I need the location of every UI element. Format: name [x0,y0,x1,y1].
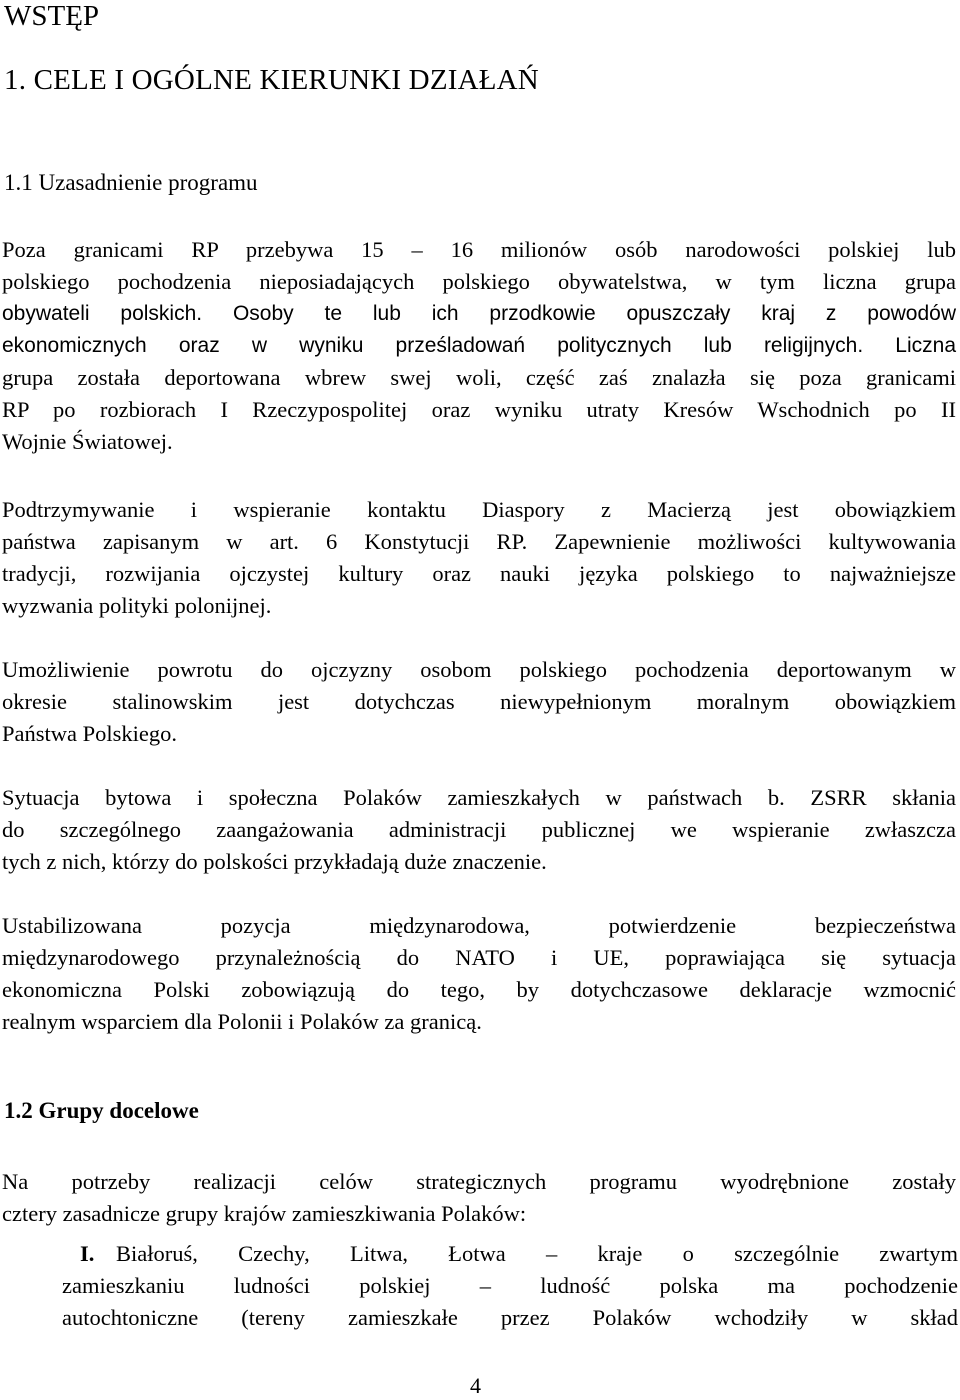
paragraph-line: Państwa Polskiego. [2,721,178,746]
paragraph-line: Poza granicami RP przebywa 15 – 16 milionów osób narodowości polskiej lub [2,237,956,262]
list-item-first-line [62,1238,958,1270]
paragraph-line: polskiego pochodzenia nieposiadających polskiego obywatelstwa, w tym liczna grupa [2,269,956,294]
paragraph-line: państwa zapisanym w art. 6 Konstytucji RP. Zapewnienie możliwości kultywowania [2,529,956,554]
paragraph-5 [2,910,956,1038]
paragraph-line: RP po rozbiorach I Rzeczypospolitej oraz wyniku utraty Kresów Wschodnich po II [2,397,956,422]
paragraph-line: ekonomiczna Polski zobowiązują do tego, by dotychczasowe deklaracje wzmocnić [2,977,956,1002]
paragraph-line: Ustabilizowana pozycja międzynarodowa, potwierdzenie bezpieczeństwa [2,913,956,938]
paragraph-line: Podtrzymywanie i wspieranie kontaktu Diaspory z Macierzą jest obowiązkiem [2,497,956,522]
section-heading-1-1: 1.1 Uzasadnienie programu [4,170,258,195]
paragraph-line: okresie stalinowskim jest dotychczas niewypełnionym moralnym obowiązkiem [2,689,956,714]
paragraph-1 [2,234,956,458]
paragraph-line: Na potrzeby realizacji celów strategicznych programu wyodrębnione zostały [2,1169,956,1194]
paragraph-line: grupa została deportowana wbrew swej woli, część zaś znalazła się poza granicami [2,365,956,390]
paragraph-line: tych z nich, którzy do polskości przykładają duże znaczenie. [2,849,547,874]
list-item-line: zamieszkaniu ludności polskiej – ludność polska ma pochodzenie [62,1273,958,1298]
paragraph-line: Sytuacja bytowa i społeczna Polaków zamieszkałych w państwach b. ZSRR skłania [2,785,956,810]
paragraph-line: tradycji, rozwijania ojczystej kultury oraz nauki języka polskiego to najważniejsze [2,561,956,586]
paragraph-6 [2,1166,956,1230]
paragraph-line: Umożliwienie powrotu do ojczyzny osobom polskiego pochodzenia deportowanym w [2,657,956,682]
paragraph-line: cztery zasadnicze grupy krajów zamieszkiwania Polaków: [2,1201,527,1226]
paragraph-3 [2,654,956,750]
list-item-line: autochtoniczne (tereny zamieszkałe przez Polaków wchodziły w skład [62,1305,958,1330]
paragraph-line: realnym wsparciem dla Polonii i Polaków za granicą. [2,1009,482,1034]
paragraph-line: międzynarodowego przynależnością do NATO i UE, poprawiająca się sytuacja [2,945,956,970]
paragraph-line: obywateli polskich. Osoby te lub ich przodkowie opuszczały kraj z powodów [2,302,956,325]
paragraph-line: ekonomicznych oraz w wyniku prześladowań politycznych lub religijnych. Liczna [2,334,956,357]
chapter-heading: 1. CELE I OGÓLNE KIERUNKI DZIAŁAŃ [4,64,539,96]
paragraph-2 [2,494,956,622]
list-numeral: I. [80,1241,95,1266]
paragraph-4 [2,782,956,878]
page-title: WSTĘP [4,0,100,32]
section-heading-1-2: 1.2 Grupy docelowe [4,1098,199,1123]
page-number: 4 [470,1373,481,1398]
paragraph-line: do szczególnego zaangażowania administracji publicznej we wspieranie zwłaszcza [2,817,956,842]
paragraph-line: Wojnie Światowej. [2,429,173,454]
list-item-text: Białoruś, Czechy, Litwa, Łotwa – kraje o szczególnie zwartym [116,1241,958,1266]
list-item-1 [62,1238,958,1334]
paragraph-line: wyzwania polityki polonijnej. [2,593,272,618]
